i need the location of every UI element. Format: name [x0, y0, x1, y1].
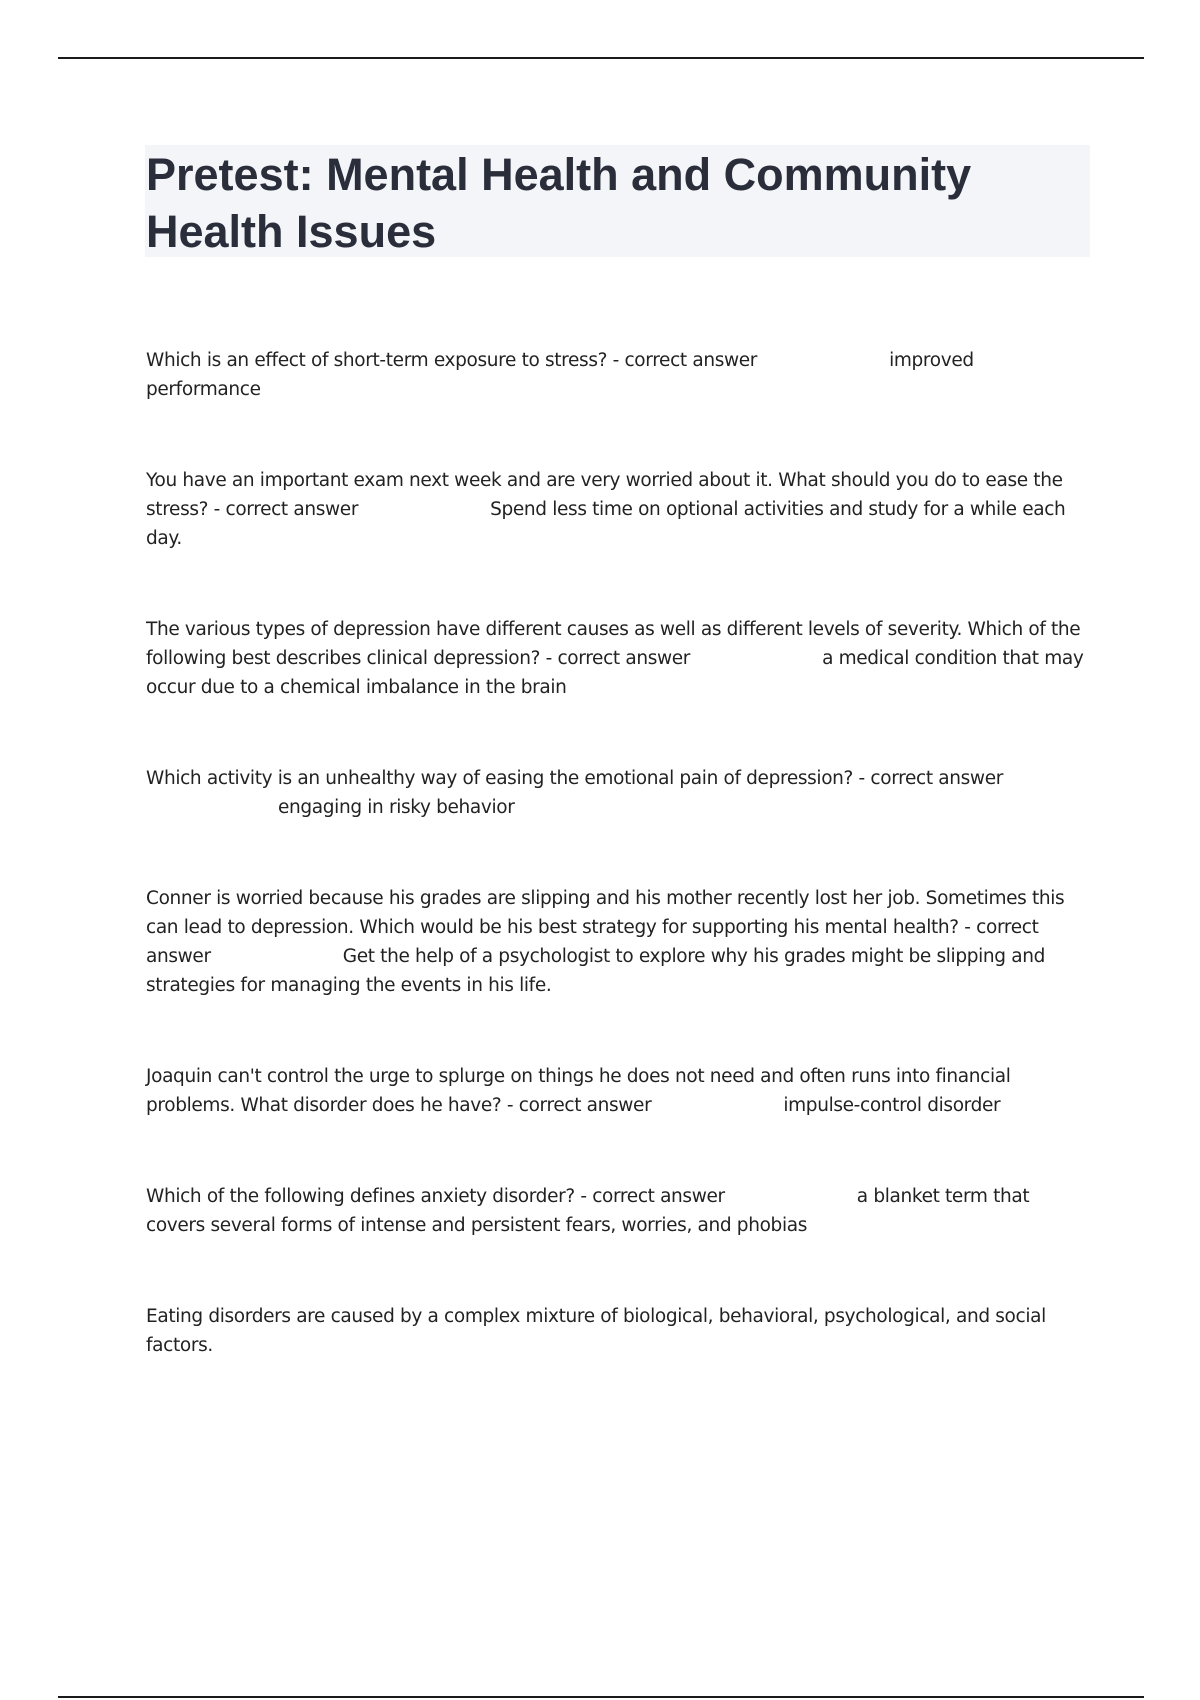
qa-item-2 [146, 466, 1091, 553]
qa-item-5 [146, 884, 1091, 1000]
qa-item-8 [146, 1302, 1091, 1360]
page-title: Pretest: Mental Health and Community Health Issues [146, 149, 972, 257]
question-text: You have an important exam next week and are very worried about it. What should you do to ease the stress? - correct answer [146, 470, 1063, 520]
answer-text: engaging in risky behavior [278, 797, 515, 818]
top-rule [58, 57, 1144, 59]
question-text: Eating disorders are caused by a complex mixture of biological, behavioral, psychological, and social factors. [146, 1306, 1046, 1356]
question-text: The various types of depression have different causes as well as different levels of severity. Which of the following best describes clinical depression? - correct answer [146, 619, 1081, 669]
answer-text: a blanket term that covers several forms of intense and persistent fears, worries, and phobias [146, 1186, 1030, 1236]
qa-list [146, 346, 1091, 1422]
question-text: Joaquin can't control the urge to splurge on things he does not need and often runs into financial problems. What disorder does he have? - correct answer [146, 1066, 1011, 1116]
qa-item-7 [146, 1182, 1091, 1240]
question-text: Which of the following defines anxiety disorder? - correct answer [146, 1186, 725, 1207]
qa-item-4 [146, 764, 1091, 822]
qa-item-1 [146, 346, 1091, 404]
answer-text: Spend less time on optional activities and study for a while each day. [146, 499, 1066, 549]
answer-text: impulse-control disorder [783, 1095, 1001, 1116]
bottom-rule [58, 1696, 1144, 1698]
question-text: Which activity is an unhealthy way of easing the emotional pain of depression? - correct answer [146, 768, 1003, 789]
answer-text: improved performance [146, 350, 974, 400]
question-text: Which is an effect of short-term exposure to stress? - correct answer [146, 350, 758, 371]
qa-item-3 [146, 615, 1091, 702]
answer-text: a medical condition that may occur due to a chemical imbalance in the brain [146, 648, 1084, 698]
qa-item-6 [146, 1062, 1091, 1120]
question-text: Conner is worried because his grades are slipping and his mother recently lost her job. Sometimes this can lead to depression. Which would be his best strategy for supporting his mental health? - correct answer [146, 888, 1065, 967]
answer-text: Get the help of a psychologist to explore why his grades might be slipping and strategies for managing the events in his life. [146, 946, 1045, 996]
